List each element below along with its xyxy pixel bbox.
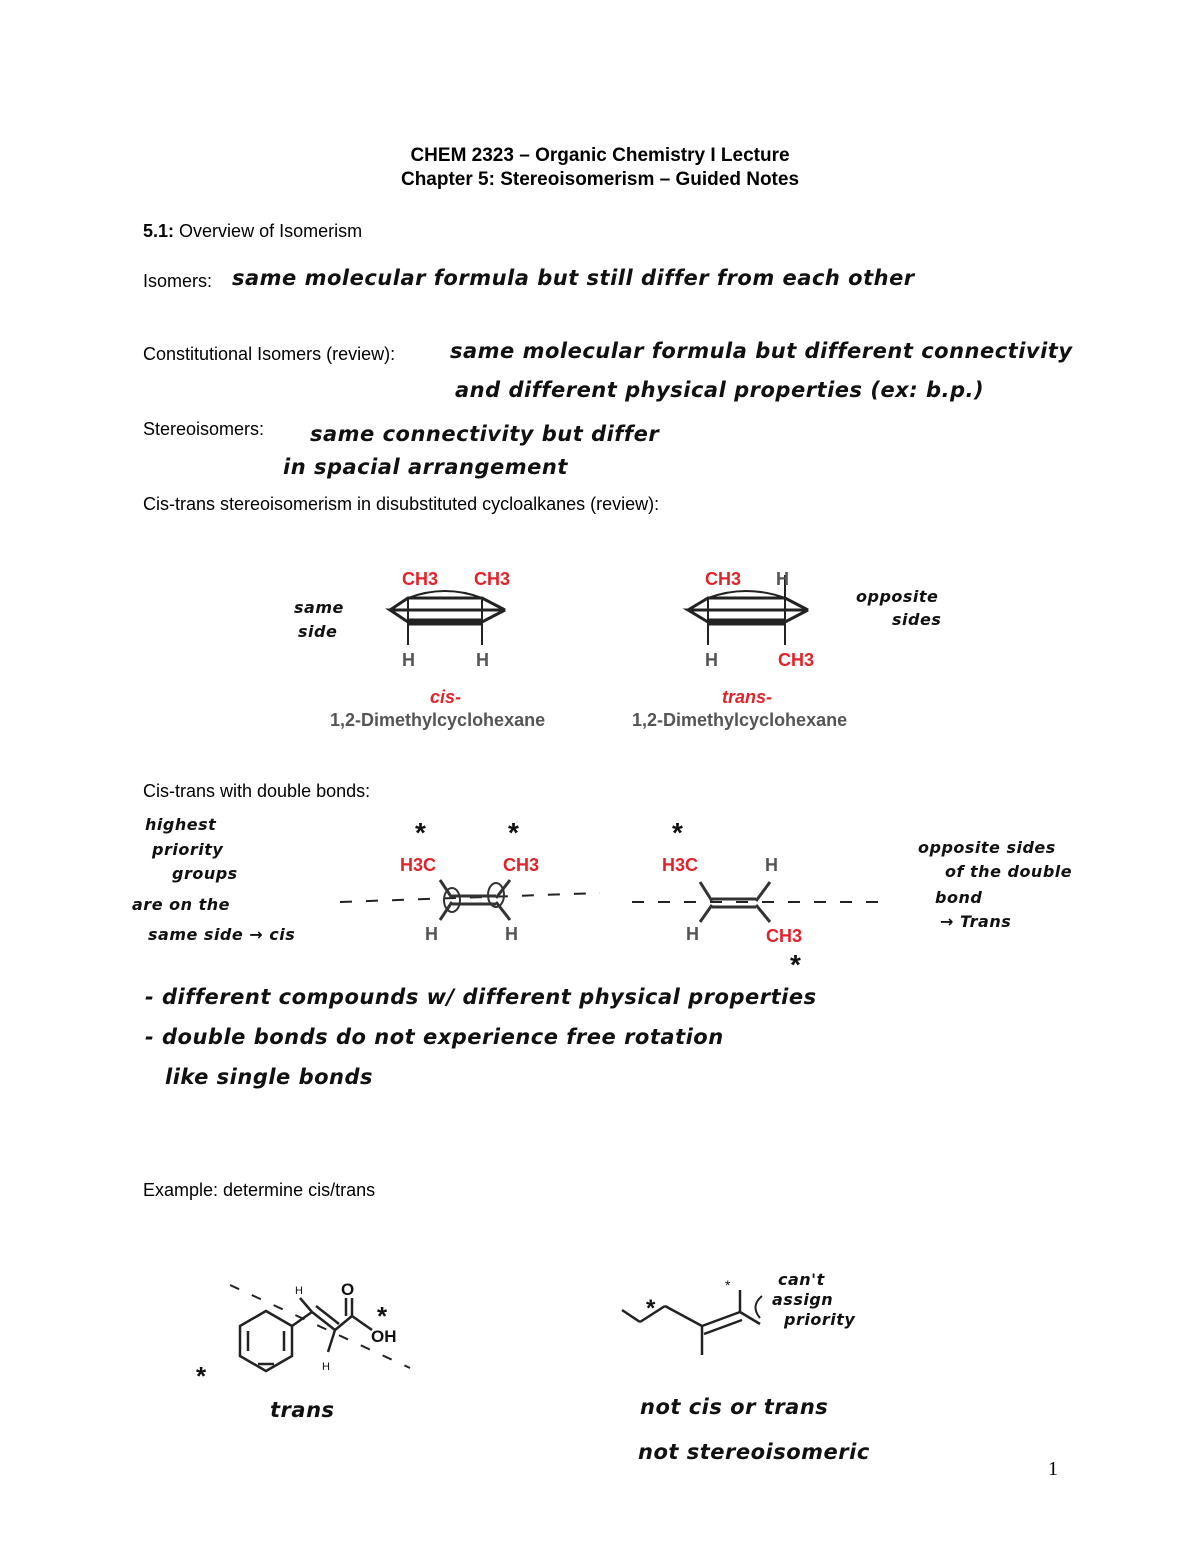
stereoisomers-handwriting-1: same connectivity but differ — [310, 422, 660, 446]
cis-top-right: CH3 — [474, 569, 511, 589]
ring-star-icon: * — [196, 1361, 207, 1391]
section-title: Overview of Isomerism — [179, 221, 363, 241]
stereoisomers-label: Stereoisomers: — [143, 419, 265, 439]
left-example-answer: trans — [270, 1398, 335, 1422]
vinyl-h-bottom: H — [322, 1361, 330, 1373]
alkene-note-1: - different compounds w/ different physical properties — [145, 985, 817, 1009]
example-alkene — [622, 1290, 762, 1355]
same-side-note-2: side — [298, 622, 338, 641]
trans-alkene-bottom-left: H — [686, 924, 699, 944]
cant-assign-note-1: can't — [778, 1270, 825, 1289]
double-bond-heading: Cis-trans with double bonds: — [143, 781, 371, 801]
vinyl-h-top: H — [295, 1285, 303, 1297]
trans-bottom-left: H — [705, 650, 718, 670]
alkene-note-3: like single bonds — [165, 1065, 374, 1089]
priority-note-5: same side → cis — [148, 925, 296, 944]
carbonyl-oxygen: O — [341, 1280, 355, 1299]
cis-alkene-bottom-right: H — [505, 924, 518, 944]
cis-star-right-icon: * — [508, 817, 519, 848]
trans-bottom-right: CH3 — [778, 650, 815, 670]
trans-note-3: bond — [935, 888, 983, 907]
example-heading: Example: determine cis/trans — [143, 1180, 376, 1200]
document-subtitle: Chapter 5: Stereoisomerism – Guided Notes — [400, 169, 800, 190]
alkene-star-icon: * — [646, 1295, 656, 1322]
trans-prefix: trans- — [722, 687, 773, 707]
trans-star-bottom-icon: * — [790, 949, 801, 980]
cis-name: 1,2-Dimethylcyclohexane — [330, 710, 546, 730]
priority-note-1: highest — [145, 815, 217, 834]
priority-note-4: are on the — [132, 895, 230, 914]
acid-star-icon: * — [377, 1301, 388, 1331]
trans-alkene-top-right: H — [765, 855, 778, 875]
same-side-note-1: same — [294, 598, 344, 617]
acid-chain — [292, 1298, 372, 1352]
right-example-answer-1: not cis or trans — [640, 1395, 829, 1419]
hydroxyl-group: OH — [371, 1327, 397, 1346]
isomers-label: Isomers: — [143, 271, 213, 291]
priority-note-3: groups — [172, 864, 238, 883]
cant-assign-note-3: priority — [784, 1310, 856, 1329]
trans-star-top-icon: * — [672, 817, 683, 848]
constitutional-label: Constitutional Isomers (review): — [143, 344, 396, 364]
trans-note-4: → Trans — [940, 912, 1012, 931]
cant-assign-note-2: assign — [772, 1290, 834, 1309]
trans-note-1: opposite sides — [918, 838, 1056, 857]
document-title: CHEM 2323 – Organic Chemistry I Lecture — [410, 145, 790, 166]
trans-note-2: of the double — [945, 862, 1073, 881]
trans-name: 1,2-Dimethylcyclohexane — [632, 710, 848, 730]
stereoisomers-handwriting-2: in spacial arrangement — [283, 455, 568, 479]
trans-alkene-top-left: H3C — [662, 855, 699, 875]
opposite-sides-note-1: opposite — [856, 587, 939, 606]
cis-alkene-top-left: H3C — [400, 855, 437, 875]
isomers-handwriting: same molecular formula but still differ from each other — [232, 266, 915, 290]
cis-bottom-right: H — [476, 650, 489, 670]
cycloalkane-heading: Cis-trans stereoisomerism in disubstituted cycloalkanes (review): — [143, 494, 660, 514]
page-number: 1 — [1048, 1458, 1058, 1480]
trans-top-right: H — [776, 569, 789, 589]
cis-alkene-top-right: CH3 — [503, 855, 540, 875]
constitutional-handwriting-2: and different physical properties (ex: b.p.) — [455, 378, 985, 402]
priority-note-2: priority — [152, 840, 224, 859]
cis-bottom-left: H — [402, 650, 415, 670]
cis-star-left-icon: * — [415, 817, 426, 848]
section-number: 5.1: — [143, 221, 175, 241]
benzene-ring — [240, 1311, 292, 1371]
cis-top-left: CH3 — [402, 569, 439, 589]
cis-alkene-bottom-left: H — [425, 924, 438, 944]
alkene-note-2: - double bonds do not experience free rotation — [145, 1025, 724, 1049]
constitutional-handwriting-1: same molecular formula but different connectivity — [450, 339, 1073, 363]
trans-top-left: CH3 — [705, 569, 742, 589]
cis-prefix: cis- — [430, 687, 462, 707]
trans-alkene-bottom-right: CH3 — [766, 926, 803, 946]
opposite-sides-note-2: sides — [892, 610, 942, 629]
alkene-star-small-icon: * — [725, 1277, 731, 1293]
right-example-answer-2: not stereoisomeric — [638, 1440, 870, 1464]
